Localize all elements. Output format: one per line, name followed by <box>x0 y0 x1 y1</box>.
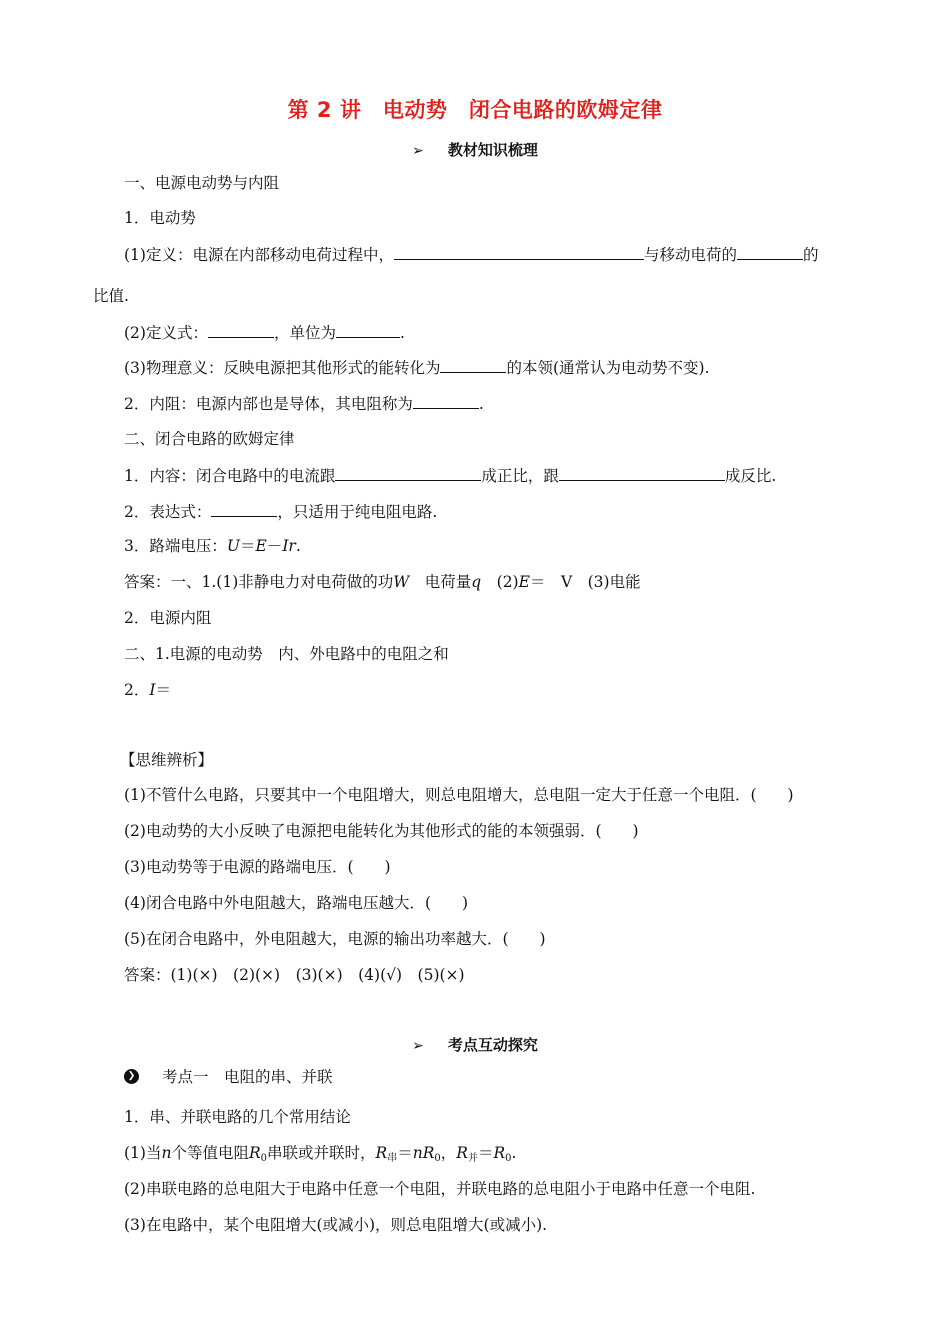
heading-emf: 一、电源电动势与内阻 <box>124 174 280 192</box>
conclusion-item: (1)当n个等值电阻$R_0$串联或并联时，$R_串=nR_0$，$R_并=R_0$. <box>124 1144 517 1164</box>
fill-blank[interactable] <box>440 356 506 373</box>
physical-meaning-line: (3)物理意义：反映电源把其他形式的能转化为 的本领(通常认为电动势不变). <box>124 356 710 379</box>
fill-blank[interactable] <box>413 392 479 409</box>
answer-line-1: 答案：一、1.(1)非静电力对电荷做的功W 电荷量q (2)E＝ V (3)电能 <box>124 573 641 591</box>
section-heading-textbook <box>0 139 950 160</box>
judgement-item: (5)在闭合电路中，外电阻越大，电源的输出功率越大．( ) <box>124 930 546 948</box>
fill-blank[interactable] <box>208 321 274 338</box>
definition-continuation: 比值. <box>93 287 129 305</box>
section-heading-exploration <box>0 1034 950 1055</box>
judgement-answers: 答案：(1)(×) (2)(×) (3)(×) (4)(√) (5)(×) <box>124 966 465 984</box>
answer-line-3: 二、1.电源的电动势 内、外电路中的电阻之和 <box>124 645 449 663</box>
content-line: 1．内容：闭合电路中的电流跟 成正比，跟 成反比. <box>124 464 776 487</box>
fill-blank[interactable] <box>336 321 400 338</box>
page-title: 第 2 讲 电动势 闭合电路的欧姆定律 <box>287 98 663 122</box>
definition-line: (1)定义：电源在内部移动电荷过程中， 与移动电荷的 的 <box>124 243 819 266</box>
internal-resistance-line: 2．内阻：电源内部也是导体，其电阻称为 . <box>124 392 484 415</box>
heading-ohms-law: 二、闭合电路的欧姆定律 <box>124 430 295 448</box>
conclusions-heading: 1．串、并联电路的几个常用结论 <box>124 1108 351 1126</box>
formula-line: (2)定义式： ，单位为 . <box>124 321 405 344</box>
answer-line-2: 2．电源内阻 <box>124 609 212 627</box>
judgement-item: (3)电动势等于电源的路端电压．( ) <box>124 858 391 876</box>
terminal-voltage-line: 3．路端电压：U＝E－Ir. <box>124 537 301 555</box>
conclusion-item: (3)在电路中，某个电阻增大(或减小)，则总电阻增大(或减小). <box>124 1216 548 1234</box>
key-point-heading: 考点一 电阻的串、并联 <box>162 1068 333 1086</box>
judgement-item: (2)电动势的大小反映了电源把电能转化为其他形式的能的本领强弱．( ) <box>124 822 639 840</box>
arrow-bullet-icon: ➢ <box>412 143 424 159</box>
arrow-bullet-icon: ➢ <box>412 1038 424 1054</box>
expression-line: 2．表达式： ，只适用于纯电阻电路. <box>124 500 437 523</box>
fill-blank[interactable] <box>559 464 725 481</box>
fill-blank[interactable] <box>737 243 803 260</box>
thinking-heading: 【思维辨析】 <box>120 751 214 769</box>
fill-blank[interactable] <box>394 243 644 260</box>
conclusion-item: (2)串联电路的总电阻大于电路中任意一个电阻，并联电路的总电阻小于电路中任意一个电阻. <box>124 1180 756 1198</box>
fill-blank[interactable] <box>211 500 277 517</box>
subheading-emf: 1．电动势 <box>124 209 196 227</box>
judgement-item: (4)闭合电路中外电阻越大，路端电压越大．( ) <box>124 894 469 912</box>
answer-line-4: 2．I＝ <box>124 681 172 699</box>
section-heading-label: 考点互动探究 <box>447 1036 538 1054</box>
section-heading-label: 教材知识梳理 <box>447 141 538 159</box>
judgement-item: (1)不管什么电路，只要其中一个电阻增大，则总电阻增大，总电阻一定大于任意一个电阻．( ) <box>124 786 794 804</box>
circle-arrow-icon: ❯ <box>124 1069 139 1084</box>
fill-blank[interactable] <box>335 464 481 481</box>
